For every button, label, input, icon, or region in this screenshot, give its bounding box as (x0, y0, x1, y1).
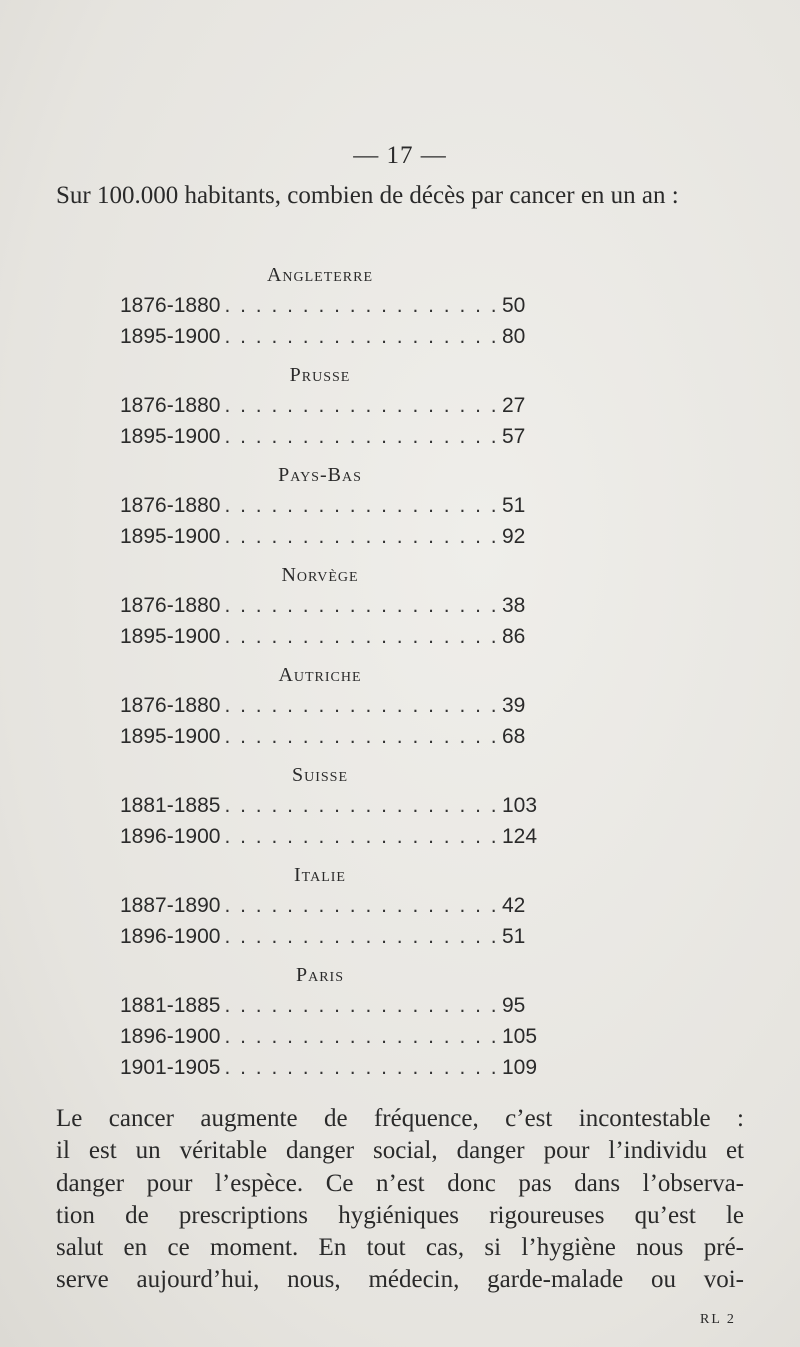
section-spacer (120, 652, 540, 660)
table-row (120, 690, 540, 721)
death-rate-value: 38 (502, 594, 526, 617)
table-row (120, 590, 540, 621)
death-rate-value: 103 (502, 794, 538, 817)
period-label: 1876-1880 (120, 494, 221, 517)
country-heading: Prusse (289, 364, 351, 386)
period-label: 1881-1885 (120, 994, 221, 1017)
country-section (120, 860, 540, 960)
table-row (120, 621, 540, 652)
table-row (120, 790, 540, 821)
country-section (120, 760, 540, 860)
table-row (120, 1021, 540, 1052)
paragraph-line: serve aujourd’hui, nous, médecin, garde-malade ou voi- (56, 1266, 744, 1294)
death-rate-value: 57 (502, 425, 526, 448)
period-label: 1876-1880 (120, 694, 221, 717)
paragraph-line: danger pour l’espèce. Ce n’est donc pas dans l’observa- (56, 1169, 744, 1197)
death-rate-value: 27 (502, 394, 526, 417)
signature-mark: RL 2 (700, 1312, 736, 1327)
leader-dots (224, 521, 496, 552)
page-number: — 17 — (353, 142, 447, 169)
leader-dots (224, 890, 496, 921)
section-spacer (120, 952, 540, 960)
death-rate-value: 50 (502, 294, 526, 317)
paragraph-line: tion de prescriptions hygiéniques rigoureuses qu’est le (56, 1201, 744, 1229)
table-row (120, 421, 540, 452)
period-label: 1876-1880 (120, 394, 221, 417)
country-heading: Suisse (291, 764, 349, 786)
section-spacer (120, 752, 540, 760)
leader-dots (224, 390, 496, 421)
section-spacer (120, 552, 540, 560)
section-spacer (120, 852, 540, 860)
death-rate-value: 105 (502, 1025, 538, 1048)
leader-dots (224, 321, 496, 352)
period-label: 1895-1900 (120, 625, 221, 648)
country-heading: Autriche (278, 664, 362, 686)
period-label: 1896-1900 (120, 825, 221, 848)
period-label: 1895-1900 (120, 725, 221, 748)
death-rate-value: 51 (502, 494, 526, 517)
death-rate-value: 42 (502, 894, 526, 917)
leader-dots (224, 921, 496, 952)
table-row (120, 821, 540, 852)
table-row (120, 390, 540, 421)
leader-dots (224, 721, 496, 752)
leader-dots (224, 990, 496, 1021)
death-rate-value: 109 (502, 1056, 538, 1079)
leader-dots (224, 490, 496, 521)
leader-dots (224, 590, 496, 621)
country-section (120, 660, 540, 760)
intro-text: Sur 100.000 habitants, combien de décès par cancer en un an : (56, 182, 679, 209)
country-heading: Norvège (281, 564, 359, 586)
body-paragraph (56, 1103, 744, 1297)
table-row (120, 290, 540, 321)
paragraph-line: il est un véritable danger social, danger pour l’individu et (56, 1137, 744, 1165)
table-row (120, 890, 540, 921)
death-rate-value: 39 (502, 694, 526, 717)
period-label: 1876-1880 (120, 294, 221, 317)
period-label: 1896-1900 (120, 925, 221, 948)
death-rate-value: 124 (502, 825, 538, 848)
death-rate-value: 80 (502, 325, 526, 348)
death-rate-value: 95 (502, 994, 526, 1017)
period-label: 1895-1900 (120, 425, 221, 448)
period-label: 1895-1900 (120, 325, 221, 348)
table-row (120, 1052, 540, 1083)
country-heading: Paris (295, 964, 345, 986)
table-row (120, 321, 540, 352)
table-row (120, 921, 540, 952)
country-section (120, 960, 540, 1091)
period-label: 1876-1880 (120, 594, 221, 617)
death-rate-value: 92 (502, 525, 526, 548)
leader-dots (224, 290, 496, 321)
period-label: 1881-1885 (120, 794, 221, 817)
leader-dots (224, 621, 496, 652)
period-label: 1895-1900 (120, 525, 221, 548)
leader-dots (224, 1052, 496, 1083)
leader-dots (224, 690, 496, 721)
section-spacer (120, 1083, 540, 1091)
section-spacer (120, 352, 540, 360)
period-label: 1901-1905 (120, 1056, 221, 1079)
section-spacer (120, 452, 540, 460)
paragraph-line: Le cancer augmente de fréquence, c’est incontestable : (56, 1105, 744, 1132)
paragraph-line: salut en ce moment. En tout cas, si l’hygiène nous pré- (56, 1234, 744, 1262)
table-row (120, 521, 540, 552)
mortality-tables (120, 260, 540, 1091)
table-row (120, 721, 540, 752)
period-label: 1896-1900 (120, 1025, 221, 1048)
leader-dots (224, 1021, 496, 1052)
country-section (120, 560, 540, 660)
country-section (120, 260, 540, 360)
death-rate-value: 51 (502, 925, 526, 948)
leader-dots (224, 790, 496, 821)
table-row (120, 990, 540, 1021)
country-heading: Pays-Bas (278, 464, 362, 486)
country-section (120, 460, 540, 560)
table-row (120, 490, 540, 521)
period-label: 1887-1890 (120, 894, 221, 917)
country-heading: Angleterre (266, 264, 374, 286)
leader-dots (224, 821, 496, 852)
country-section (120, 360, 540, 460)
death-rate-value: 86 (502, 625, 526, 648)
death-rate-value: 68 (502, 725, 526, 748)
leader-dots (224, 421, 496, 452)
country-heading: Italie (294, 864, 346, 886)
